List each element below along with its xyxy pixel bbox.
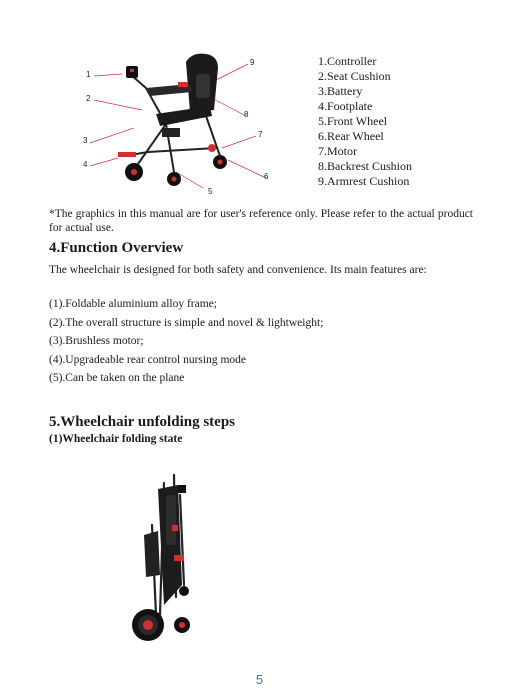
parts-list-item: 9.Armrest Cushion	[318, 174, 410, 188]
reference-note: *The graphics in this manual are for user's reference only. Please refer to the actual product for actual use.	[49, 208, 473, 234]
callout-9: 9	[250, 58, 255, 67]
backrest-cushion-shape	[196, 74, 210, 98]
callout-8: 8	[244, 110, 249, 119]
page-number: 5	[255, 672, 264, 687]
parts-list-item: 6.Rear Wheel	[318, 129, 384, 143]
callout-2: 2	[86, 94, 91, 103]
parts-list-item: 5.Front Wheel	[318, 114, 388, 128]
wheelchair-diagram	[78, 44, 296, 196]
feature-item: (5).Can be taken on the plane	[49, 372, 185, 384]
section-4-intro: The wheelchair is designed for both safety and convenience. Its main features are:	[49, 264, 427, 276]
parts-list-item: 3.Battery	[318, 84, 363, 98]
feature-item: (4).Upgradeable rear control nursing mode	[49, 353, 247, 366]
footplate-shape	[118, 152, 136, 157]
feature-list	[49, 295, 323, 388]
feature-item: (1).Foldable aluminium alloy frame;	[49, 298, 217, 310]
callout-3: 3	[83, 136, 88, 145]
folded-wheelchair-illustration	[122, 465, 200, 650]
feature-item: (3).Brushless motor;	[49, 335, 144, 347]
parts-list-item: 8.Backrest Cushion	[318, 159, 412, 173]
parts-list-item: 4.Footplate	[318, 99, 373, 113]
section-5-title: 5.Wheelchair unfolding steps	[49, 414, 235, 430]
motor-shape	[208, 144, 216, 152]
callout-7: 7	[258, 130, 263, 139]
section-5-subtitle: (1)Wheelchair folding state	[49, 433, 183, 445]
parts-list-item: 1.Controller	[318, 54, 377, 68]
parts-list	[318, 54, 412, 189]
feature-item: (2).The overall structure is simple and novel & lightweight;	[49, 316, 324, 329]
battery-shape	[162, 128, 180, 137]
armrest-accent-shape	[178, 82, 188, 87]
callout-5: 5	[208, 187, 213, 196]
callout-1: 1	[86, 70, 91, 79]
section-4-title: 4.Function Overview	[49, 240, 184, 256]
callout-4: 4	[83, 160, 88, 169]
controller-accent-shape	[130, 69, 134, 72]
parts-list-item: 2.Seat Cushion	[318, 69, 391, 83]
parts-list-item: 7.Motor	[318, 144, 357, 158]
callout-6: 6	[264, 172, 269, 181]
folded-wheelchair-image	[122, 465, 200, 650]
